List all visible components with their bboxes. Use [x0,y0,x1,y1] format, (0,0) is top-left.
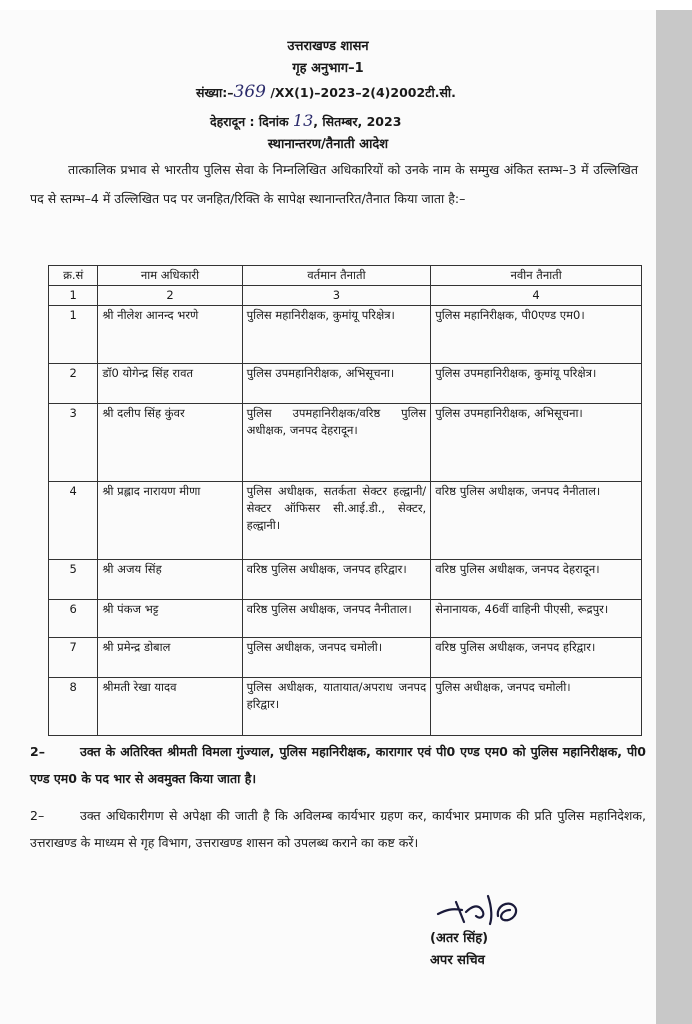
ref-suffix: /XX(1)–2023–2(4)2002टी.सी. [270,85,456,100]
paragraph-3-text: उक्त अधिकारीगण से अपेक्षा की जाती है कि अविलम्ब कार्यभार ग्रहण कर, कार्यभार प्रमाणक की प्रति पुलिस महानिदेशक, उत्तराखण्ड के माध्यम से गृह विभाग, उत्तराखण्ड शासन को उपलब्ध कराने का कष्ट करें। [30,808,646,850]
table-header-row [49,266,642,286]
row-officer-name: श्री पंकज भट्ट [98,600,242,638]
date-line [210,111,401,130]
row-serial: 7 [49,638,98,678]
ref-prefix: संख्या:– [196,85,234,100]
document-page [0,10,656,1024]
table-row [49,364,642,404]
row-new-posting: पुलिस उपमहानिरीक्षक, कुमांयू परिक्षेत्र। [431,364,642,404]
row-serial: 2 [49,364,98,404]
header-serial: क्र.सं [49,266,98,286]
issuer-section: गृह अनुभाग–1 [292,61,364,76]
row-new-posting: वरिष्ठ पुलिस अधीक्षक, जनपद नैनीताल। [431,482,642,560]
reference-number [196,82,456,102]
issuer-government: उत्तराखण्ड शासन [287,39,369,54]
col-number: 3 [242,286,431,306]
row-current-posting: पुलिस अधीक्षक, जनपद चमोली। [242,638,431,678]
row-new-posting: वरिष्ठ पुलिस अधीक्षक, जनपद देहरादून। [431,560,642,600]
scan-edge-shadow [656,10,692,1024]
paragraph-2-text: उक्त के अतिरिक्त श्रीमती विमला गुंज्याल, पुलिस महानिरीक्षक, कारागार एवं पी0 एण्ड एम0 को पुलिस महानिरीक्षक, पी0 एण्ड एम0 के पद भार से अवमुक्त किया जाता है। [30,744,646,786]
date-day-handwritten: 13 [292,111,314,130]
handwritten-signature [432,888,552,930]
row-officer-name: डॉ0 योगेन्द्र सिंह रावत [98,364,242,404]
transfer-table [48,265,642,736]
row-officer-name: श्री दलीप सिंह कुंवर [98,404,242,482]
table-row [49,306,642,364]
row-officer-name: श्री प्रह्लाद नारायण मीणा [98,482,242,560]
row-new-posting: पुलिस अधीक्षक, जनपद चमोली। [431,678,642,736]
paragraph-2 [30,738,646,792]
col-number: 1 [49,286,98,306]
row-officer-name: श्री नीलेश आनन्द भरणे [98,306,242,364]
row-serial: 1 [49,306,98,364]
row-serial: 3 [49,404,98,482]
column-number-row [49,286,642,306]
order-title: स्थानान्तरण/तैनाती आदेश [267,137,389,152]
row-serial: 8 [49,678,98,736]
table-row [49,404,642,482]
row-serial: 4 [49,482,98,560]
row-current-posting: पुलिस अधीक्षक, यातायात/अपराध जनपद हरिद्वार। [242,678,431,736]
header-current-posting: वर्तमान तैनाती [242,266,431,286]
row-officer-name: श्री प्रमेन्द्र डोबाल [98,638,242,678]
header-new-posting: नवीन तैनाती [431,266,642,286]
table-row [49,678,642,736]
row-new-posting: पुलिस महानिरीक्षक, पी0एण्ड एम0। [431,306,642,364]
row-current-posting: वरिष्ठ पुलिस अधीक्षक, जनपद हरिद्वार। [242,560,431,600]
table-row [49,560,642,600]
row-current-posting: पुलिस उपमहानिरीक्षक/वरिष्ठ पुलिस अधीक्षक, जनपद देहरादून। [242,404,431,482]
intro-paragraph: तात्कालिक प्रभाव से भारतीय पुलिस सेवा के निम्नलिखित अधिकारियों को उनके नाम के सम्मुख अंकित स्तम्भ–3 में उल्लिखित पद से स्तम्भ–4 में उल्लिखित पद पर जनहित/रिक्ति के सापेक्ष स्थानान्तरित/तैनात किया जाता है:– [30,162,638,206]
top-margin [0,0,692,10]
row-new-posting: वरिष्ठ पुलिस अधीक्षक, जनपद हरिद्वार। [431,638,642,678]
row-current-posting: पुलिस महानिरीक्षक, कुमांयू परिक्षेत्र। [242,306,431,364]
row-officer-name: श्री अजय सिंह [98,560,242,600]
ref-number-handwritten: 369 [233,82,266,102]
table-row [49,482,642,560]
col-number: 2 [98,286,242,306]
row-current-posting: वरिष्ठ पुलिस अधीक्षक, जनपद नैनीताल। [242,600,431,638]
table-row [49,600,642,638]
row-serial: 5 [49,560,98,600]
row-new-posting: सेनानायक, 46वीं वाहिनी पीएसी, रूद्रपुर। [431,600,642,638]
row-current-posting: पुलिस उपमहानिरीक्षक, अभिसूचना। [242,364,431,404]
paragraph-2-number: 2– [30,744,45,759]
paragraph-3 [30,802,646,856]
col-number: 4 [431,286,642,306]
row-serial: 6 [49,600,98,638]
date-prefix: देहरादून : दिनांक [210,114,289,129]
header-officer-name: नाम अधिकारी [98,266,242,286]
signatory-name: (अतर सिंह) [430,931,489,946]
table-row [49,638,642,678]
row-officer-name: श्रीमती रेखा यादव [98,678,242,736]
row-current-posting: पुलिस अधीक्षक, सतर्कता सेक्टर हल्द्वानी/सेक्टर ऑफिसर सी.आई.डी., सेक्टर, हल्द्वानी। [242,482,431,560]
row-new-posting: पुलिस उपमहानिरीक्षक, अभिसूचना। [431,404,642,482]
paragraph-3-number: 2– [30,808,45,823]
signatory-designation: अपर सचिव [430,953,485,968]
date-suffix: , सितम्बर, 2023 [313,114,402,129]
